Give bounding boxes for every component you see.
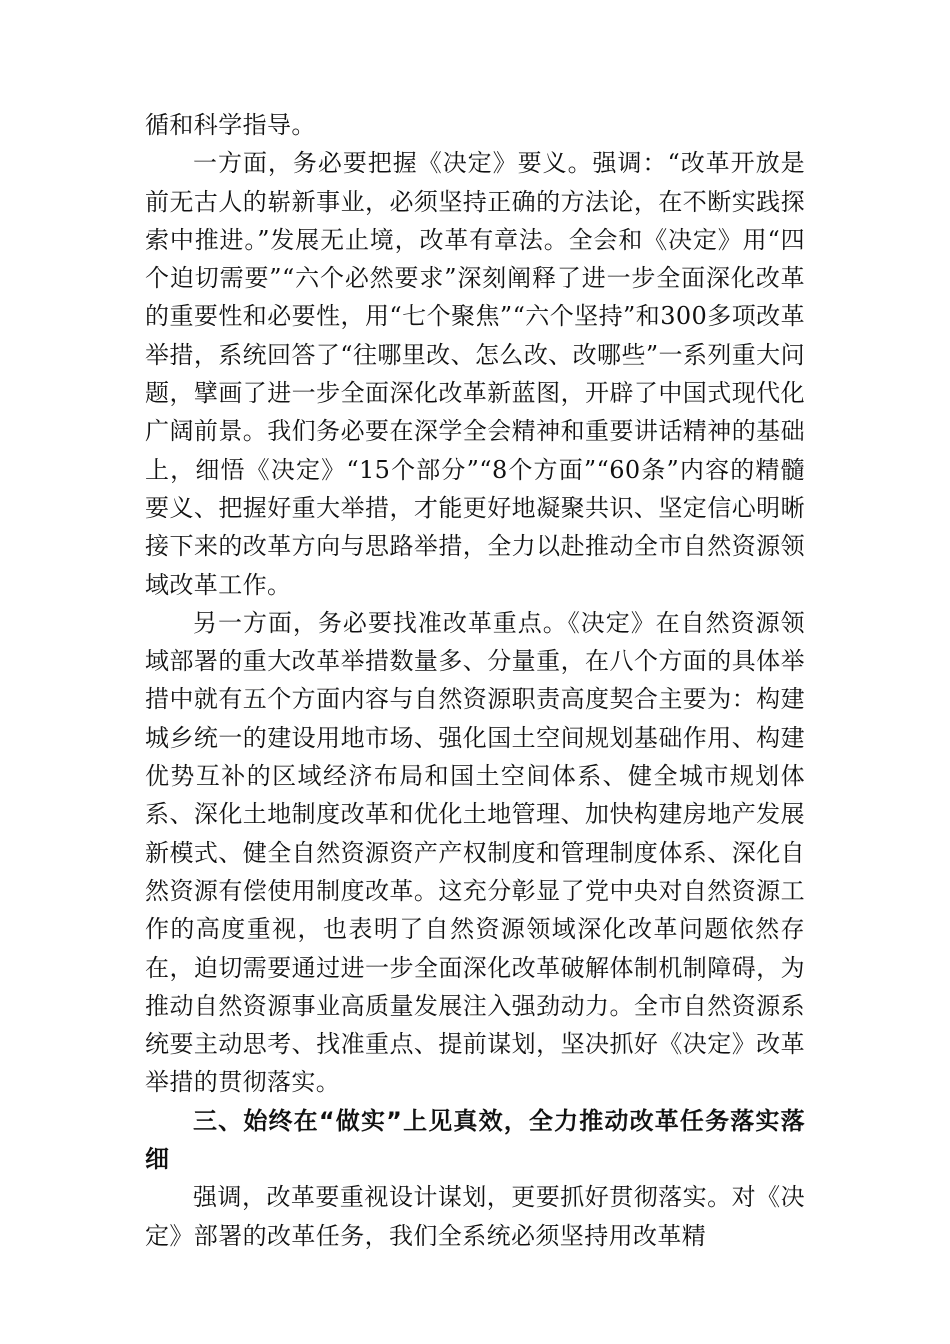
section-heading-three: 三、始终在“做实”上见真效，全力推动改革任务落实落细 [145, 1106, 805, 1174]
paragraph-implementation: 强调，改革要重视设计谋划，更要抓好贯彻落实。对《决定》部署的改革任务，我们全系统必须坚持用改革精 [145, 1183, 805, 1250]
paragraph-continuation: 循和科学指导。 [145, 111, 316, 139]
paragraph-reform-focus: 另一方面，务必要找准改革重点。《决定》在自然资源领域部署的重大改革举措数量多、分量重，在八个方面的具体举措中就有五个方面内容与自然资源职责高度契合主要为：构建城乡统一的建设用地市场、强化国土空间规划基础作用、构建优势互补的区域经济布局和国土空间体系、健全城市规划体系、深化土地制度改革和优化土地管理、加快构建房地产发展新模式、健全自然资源资产产权制度和管理制度体系、深化自然资源有偿使用制度改革。这充分彰显了党中央对自然资源工作的高度重视，也表明了自然资源领域深化改革问题依然存在，迫切需要通过进一步全面深化改革破解体制机制障碍，为推动自然资源事业高质量发展注入强劲动力。全市自然资源系统要主动思考、找准重点、提前谋划，坚决抓好《决定》改革举措的贯彻落实。 [145, 608, 805, 1097]
paragraph-grasp-decision: 一方面，务必要把握《决定》要义。强调：“改革开放是前无古人的崭新事业，必须坚持正确的方法论，在不断实践探索中推进。”发展无止境，改革有章法。全会和《决定》用“四个迫切需要”“六个必然要求”深刻阐释了进一步全面深化改革的重要性和必要性，用“七个聚焦”“六个坚持”和300多项改革举措，系统回答了“往哪里改、怎么改、改哪些”一系列重大问题，擘画了进一步全面深化改革新蓝图，开辟了中国式现代化广阔前景。我们务必要在深学全会精神和重要讲话精神的基础上，细悟《决定》“15个部分”“8个方面”“60条”内容的精髓要义、把握好重大举措，才能更好地凝聚共识、坚定信心明晰接下来的改革方向与思路举措，全力以赴推动全市自然资源领域改革工作。 [145, 149, 805, 599]
document-page [145, 106, 805, 1255]
